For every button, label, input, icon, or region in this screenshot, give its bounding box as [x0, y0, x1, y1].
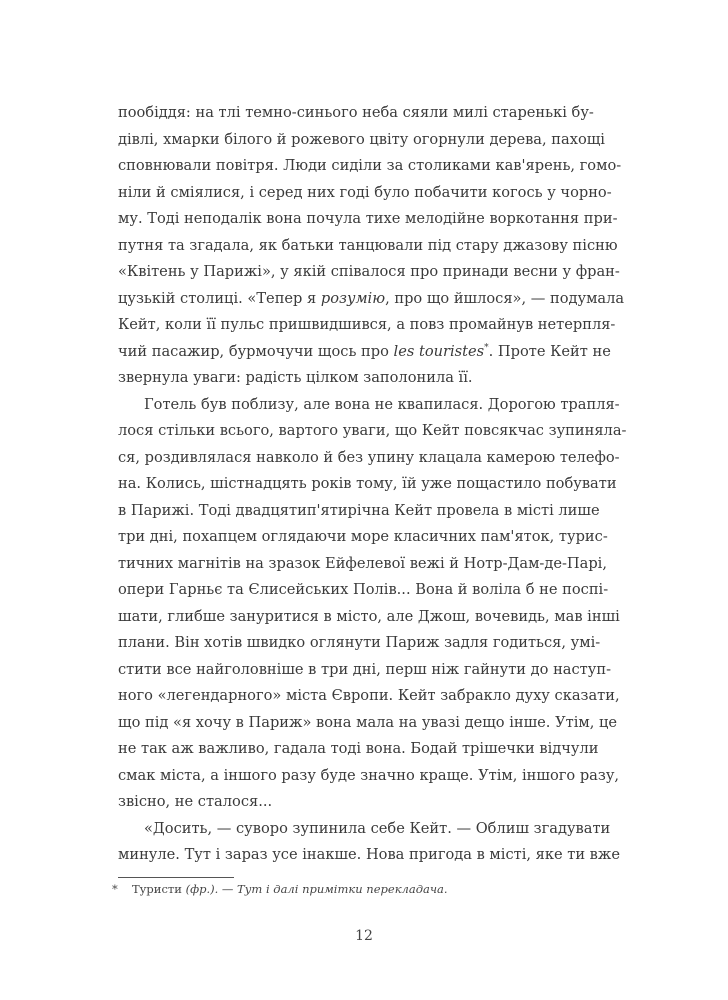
text-line [118, 683, 620, 710]
text-line [118, 392, 620, 419]
text-line [118, 842, 620, 869]
text-segment: на. Колись, шістнадцять років тому, їй уже пощастило побувати [118, 475, 617, 492]
text-segment: му. Тоді неподалік вона почула тихе мелодійне воркотання при- [118, 210, 618, 227]
text-segment: цузькій столиці. «Тепер я [118, 289, 321, 307]
text-line [118, 233, 618, 260]
text-segment: пообіддя: на тлі темно-синього неба сяяли милі старенькі бу- [118, 104, 594, 121]
text-line [118, 180, 612, 207]
text-line [118, 153, 622, 180]
text-segment: плани. Він хотів швидко оглянути Париж задля годиться, умі- [118, 634, 601, 651]
text-segment: в Парижі. Тоді двадцятип'ятирічна Кейт провела в місті лише [118, 501, 600, 519]
text-line [118, 286, 625, 313]
body-text [118, 100, 627, 869]
footnote-reference: * [484, 342, 489, 353]
italic-text: les touristes [393, 342, 485, 360]
text-segment: ніли й сміялися, і серед них годі було побачити когось у чорно- [118, 183, 612, 201]
footnote [112, 882, 448, 896]
text-line [118, 418, 627, 445]
text-segment: лося стільки всього, вартого уваги, що Кейт повсякчас зупиняла- [118, 422, 627, 439]
text-line [118, 551, 607, 578]
text-line [118, 763, 620, 790]
text-line [118, 736, 599, 763]
text-line [118, 816, 611, 843]
footnote-mark: * [112, 882, 118, 896]
text-segment: минуле. Тут і зараз усе інакше. Нова пригода в місті, яке ти вже [118, 846, 620, 863]
text-line [118, 789, 582, 816]
text-segment: сповнювали повітря. Люди сиділи за столиками кав'ярень, гомо- [118, 157, 622, 174]
text-line [118, 577, 609, 604]
text-segment: три дні, похапцем оглядаючи море класичних пам'яток, турис- [118, 528, 608, 545]
text-segment: не так аж важливо, гадала тоді вона. Бодай трішечки відчули [118, 740, 599, 757]
text-segment: чий пасажир, бурмочучи щось про [118, 342, 394, 360]
text-line [118, 206, 618, 233]
text-line [118, 471, 617, 498]
text-segment: «Досить, — суворо зупинила себе Кейт. — Облиш згадувати [144, 819, 611, 837]
text-segment: ного «легендарного» міста Європи. Кейт забракло духу сказати, [118, 687, 620, 704]
text-line [118, 604, 620, 631]
footnote-italic-text: (фр.). — Тут і далі примітки перекладача. [185, 882, 448, 896]
footnote-divider [118, 877, 234, 878]
italic-text: розумію [320, 289, 386, 307]
text-line [118, 312, 616, 339]
text-line [118, 365, 582, 392]
text-segment: звернула уваги: радість цілком заполонила її. [118, 369, 473, 386]
text-segment: стити все найголовніше в три дні, перш ніж гайнути до наступ- [118, 660, 611, 678]
text-segment: ся, роздивлялася навколо й без упину клацала камерою телефо- [118, 448, 620, 466]
text-segment: Кейт, коли її пульс пришвидшився, а повз промайнув нетерпля- [118, 316, 616, 333]
text-segment: звісно, не сталося... [118, 793, 273, 810]
text-line [118, 710, 618, 737]
text-line [118, 657, 611, 684]
text-line [118, 498, 600, 525]
text-segment: тичних магнітів на зразок Ейфелевої вежі й Нотр-Дам-де-Парі, [118, 554, 607, 572]
text-segment: опери Гарньє та Єлисейських Полів... Вона й воліла б не поспі- [118, 581, 609, 598]
text-segment: Готель був поблизу, але вона не квапилася. Дорогою трапля- [144, 395, 620, 413]
text-segment: «Квітень у Парижі», у якій співалося про принади весни у фран- [118, 263, 620, 280]
text-segment: , про що йшлося», — подумала [385, 289, 625, 307]
text-line [118, 339, 611, 366]
text-segment: путня та згадала, як батьки танцювали під стару джазову пісню [118, 236, 618, 254]
text-segment: що під «я хочу в Париж» вона мала на увазі дещо інше. Утім, це [118, 713, 618, 731]
text-line [118, 630, 601, 657]
text-segment: шати, глибше зануритися в місто, але Джош, вочевидь, мав інші [118, 607, 620, 625]
page-number: 12 [355, 928, 373, 944]
text-line [118, 100, 594, 127]
text-segment: смак міста, а іншого разу буде значно краще. Утім, іншого разу, [118, 766, 620, 784]
text-segment: . Проте Кейт не [488, 342, 611, 360]
text-line [118, 524, 608, 551]
footnote-text: Туристи [132, 882, 186, 896]
text-line [118, 445, 620, 472]
text-line [118, 127, 605, 154]
text-line [118, 259, 620, 286]
text-segment: дівлі, хмарки білого й рожевого цвіту огорнули дерева, пахощі [118, 130, 605, 148]
